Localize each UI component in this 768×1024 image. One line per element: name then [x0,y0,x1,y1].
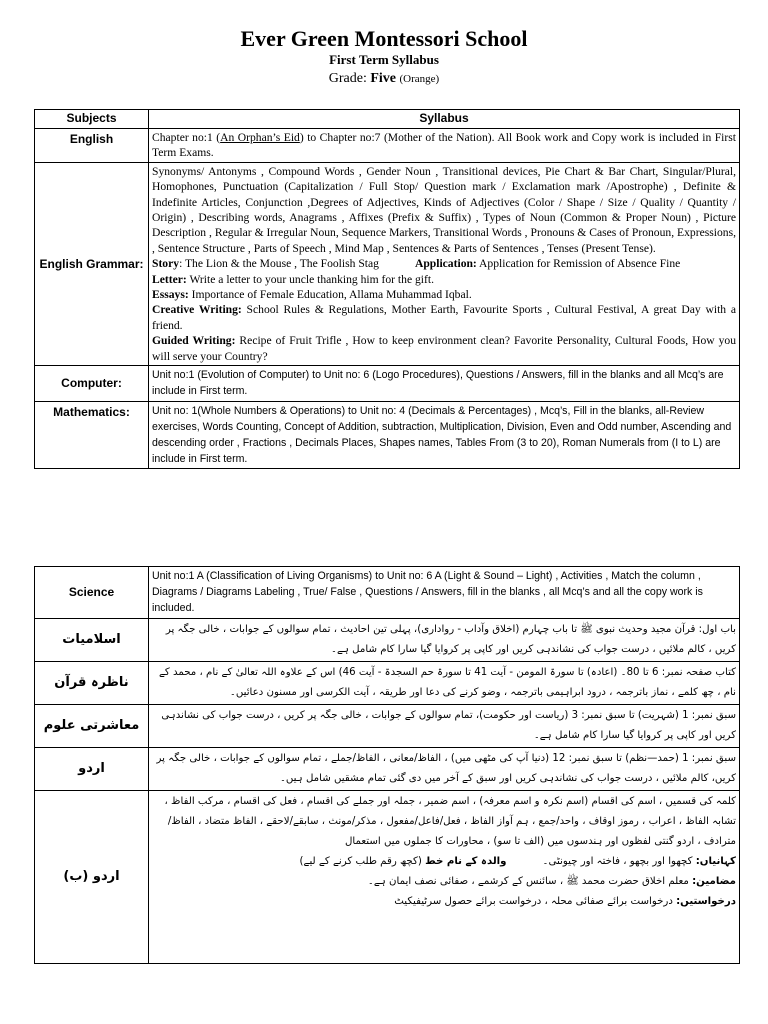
table-row-grammar [35,162,740,365]
syllabus-computer: Unit no:1 (Evolution of Computer) to Unit no: 6 (Logo Procedures), Questions / Answers, fill in the blanks and all Mcq’s are include in First term. [149,366,740,401]
urdu-b-grammar: کلمہ کی قسمیں ، اسم کی اقسام (اسم نکرہ و اسم معرفہ) ، اسم ضمیر ، جملہ اور جملے کی اقسام ، فعل کی اقسام ، مرکب الفاظ ، تشابہ الفاظ ، اعراب ، رموز اوقاف ، واحد/جمع ، ہم آواز الفاظ ، فعل/فاعل/مفعول ، مذکر/مونث ، سابقے/لاحقے ، الفاظ متضاد ، الفاظ/مترادف ، اردو گنتی لفظوں اور ہندسوں میں (الف تا سو) ، محاورات کا جملوں میں استعمال [164,795,736,847]
table-row-computer [35,366,740,401]
guided-label: Guided Writing: [152,334,236,348]
urdu-letter-text: (کچھ رقم طلب کرنے کے لیے) [299,855,426,867]
urdu-essays-label: مضامین: [692,875,736,887]
syllabus-grammar [149,162,740,365]
table-row-math [35,401,740,469]
syllabus-urdu: سبق نمبر: 1 (حمد—نظم) تا سبق نمبر: 12 (دنیا آپ کی مٹھی میں) ، الفاظ/معانی ، الفاظ/جملے ، تمام سوالوں کے جوابات ، خالی جگہ پر کریں، کالم ملائیں ، درست جواب کی نشاندہی کریں اور سبق کے آخر میں دی گئی تمام مشقیں شامل ہیں۔ [149,747,740,790]
grammar-letter-line [152,272,736,287]
english-text-a: Chapter no:1 ( [152,131,221,144]
table-row-urdu-b [35,790,740,963]
grade-value: Five [370,71,397,86]
essays-label: Essays: [152,288,189,302]
grade-color: (Orange) [399,73,440,85]
subject-urdu: اردو [35,747,149,790]
application-label: Application: [414,257,477,271]
grammar-essays-line [152,287,736,302]
subject-social-studies: معاشرتی علوم [35,704,149,747]
subject-science: Science [35,567,149,619]
urdu-b-applications-line [152,892,736,912]
table-row-science [35,567,740,619]
applications-label: درخواستیں: [676,895,736,907]
syllabus-nazra: کتاب صفحہ نمبر: 6 تا 80۔ (اعادہ) تا سورۃ المومن - آیت 41 تا سورۃ حم السجدۃ - آیت 46) اس کے علاوہ اللہ تعالیٰ کے نام ، محمد کے نام ، چھ کلمے ، نماز باترجمہ ، درود ابراہیمی باترجمہ ، وضو کرنے کی دعا اور طریقہ ، آیت الکرسی اور مسنون دعائیں۔ [149,661,740,704]
grammar-creative-line [152,302,736,333]
urdu-b-stories-line [152,852,736,872]
guided-text: Recipe of Fruit Trifle , How to keep environment clean? Favorite Personality, Cultural Foods, How you will serve your Country? [152,334,737,363]
letter-label: Letter: [152,272,187,286]
table-row-urdu [35,747,740,790]
col-subjects-header: Subjects [35,110,149,129]
col-syllabus-header: Syllabus [149,110,740,129]
grade-line [0,71,768,87]
subject-english: English [35,129,149,163]
syllabus-table-1 [34,109,740,469]
essays-text: Importance of Female Education, Allama Muhammad Iqbal. [188,288,472,302]
stories-label: کہانیاں: [695,855,736,867]
table-row-nazra [35,661,740,704]
subject-math: Mathematics: [35,401,149,469]
grammar-story-line [152,256,736,271]
term-title: First Term Syllabus [329,52,439,67]
syllabus-table-2 [34,566,740,964]
english-chapter-title: An Orphan’s Eid [220,131,300,144]
school-name: Ever Green Montessori School [240,26,528,51]
syllabus-math: Unit no: 1(Whole Numbers & Operations) to Unit no: 4 (Decimals & Percentages) , Mcq’s, Fill in the blanks, all-Review exercises, Words Counting, Concept of Addition, subtraction, Multiplication, Division, Even and Odd number, Ascending and descending order , Fractions , Decimals Places, Shapes names, Tables From (3 to 20), Roman Numerals from (I to L) are include in First term. [149,401,740,469]
stories-text: کچھوا اور بچھو ، فاختہ اور چیونٹی۔ [542,855,696,867]
syllabus-social-studies: سبق نمبر: 1 (شہریت) تا سبق نمبر: 3 (ریاست اور حکومت)، تمام سوالوں کے جوابات ، خالی جگہ پر کریں ، درست جواب کی نشاندہی کریں اور کاپی پر کروایا گیا سارا کام شامل ہے۔ [149,704,740,747]
subject-nazra: ناظرہ قرآن [35,661,149,704]
syllabus-english [149,129,740,163]
table-row-english [35,129,740,163]
applications-text: درخواست برائے صفائی محلہ ، درخواست برائے حصول سرٹیفیکیٹ [394,895,677,907]
table-header-row [35,110,740,129]
subject-grammar: English Grammar: [35,162,149,365]
subject-islamiyat: اسلامیات [35,618,149,661]
application-text: Application for Remission of Absence Fine [476,257,681,271]
english-text-b: ) to Chapter no:7 (Mother of the Nation). All Book work and Copy work is included in First Term Exams. [152,131,736,160]
syllabus-science: Unit no:1 A (Classification of Living Organisms) to Unit no: 6 A (Light & Sound – Light) , Activities , Match the column , Diagrams / Diagrams Labeling , True/ False , Questions / Answers, fill in the blanks , all Mcq’s and all the copy work is included. [149,567,740,619]
grammar-guided-line [152,333,736,364]
creative-label: Creative Writing: [152,303,242,317]
urdu-essays-text: معلم اخلاق حضرت محمد ﷺ ، سائنس کے کرشمے ، صفائی نصف ایمان ہے۔ [367,875,693,887]
creative-text: School Rules & Regulations, Mother Earth, Favourite Sports , Cultural Festival, A great Day with a friend. [152,303,737,332]
table-row-islamiyat [35,618,740,661]
urdu-b-essays-line [152,872,736,892]
subject-computer: Computer: [35,366,149,401]
story-text: : The Lion & the Mouse , The Foolish Stag [179,257,379,271]
letter-text: Write a letter to your uncle thanking him for the gift. [186,272,434,286]
story-label: Story [152,257,180,271]
urdu-letter-label: والدہ کے نام خط [425,855,507,867]
subject-urdu-b: اردو (ب) [35,790,149,963]
syllabus-urdu-b [149,790,740,963]
grammar-topics: Synonyms/ Antonyms , Compound Words , Gender Noun , Transitional devices, Pie Chart & Bar Chart, Singular/Plural, Homophones, Punctuation (Capitalization / Full Stop/ Question mark / Exclamation mark /Apostrophe) , Definite & Indefinite Articles, Conjunction ,Degrees of Adjectives, Kinds of Adjectives (Color / Shape / Size / Quality / Quantity / Origin) , Describing words, Anagrams , Affixes (Prefix & Suffix) , Types of Noun (Common & Proper Noun) , Picture Description , Regular & Irregular Noun, Sequence Markers, Transitional Words , Pronouns & Cases of Pronoun, Expressions, , Sentence Structure , Parts of Speech , Mind Map , Sentences & Parts of Sentences , Tenses (Present Tense). [152,164,736,255]
table-row-social [35,704,740,747]
syllabus-islamiyat: باب اول: قرآن مجید وحدیث نبوی ﷺ تا باب چہارم (اخلاق وآداب - رواداری)، پہلی تین احادیث ، تمام سوالوں کے جوابات ، خالی جگہ پر کریں ، کالم ملائیں ، درست جواب کی نشاندہی کریں اور کاپی پر کروایا گیا سارا کام شامل ہے۔ [149,618,740,661]
grade-label: Grade: [328,71,367,86]
